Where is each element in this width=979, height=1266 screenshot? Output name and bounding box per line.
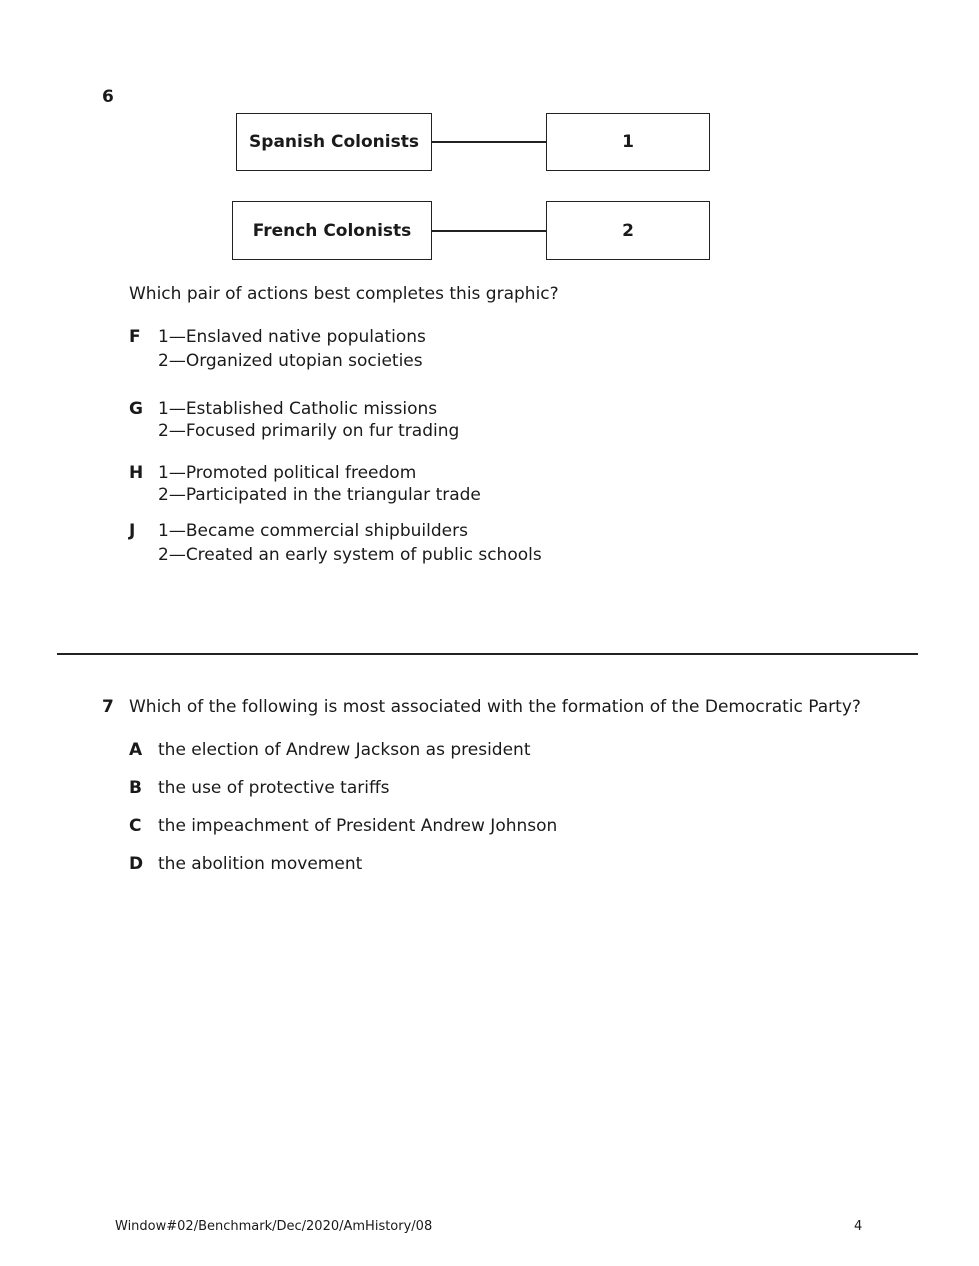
question-7-prompt: Which of the following is most associated with the formation of the Democratic Party? [129, 697, 861, 717]
blank-box-1 [546, 113, 710, 171]
option-text: the use of protective tariffs [158, 778, 390, 798]
diagram-label: French Colonists [252, 220, 412, 241]
option-letter: D [129, 854, 144, 874]
option-letter: H [129, 463, 144, 483]
french-colonists-box [232, 201, 432, 260]
question-divider [57, 653, 918, 655]
option-line-2: 2—Organized utopian societies [158, 351, 423, 371]
blank-number: 2 [622, 220, 634, 241]
blank-number: 1 [622, 132, 634, 152]
option-letter: J [129, 521, 136, 541]
option-line-1: 1—Became commercial shipbuilders [158, 521, 468, 541]
footer-code: Window#02/Benchmark/Dec/2020/AmHistory/08 [115, 1219, 433, 1234]
diagram-label: Spanish Colonists [249, 132, 419, 152]
question-7-number: 7 [102, 697, 114, 717]
blank-box-2 [546, 201, 710, 260]
option-text: the abolition movement [158, 854, 363, 874]
option-text: the election of Andrew Jackson as president [158, 740, 531, 760]
option-letter: A [129, 740, 143, 760]
option-letter: F [129, 327, 141, 347]
option-line-2: 2—Participated in the triangular trade [158, 485, 481, 505]
page-number: 4 [854, 1219, 863, 1234]
option-text: the impeachment of President Andrew Johnson [158, 816, 558, 836]
option-line-1: 1—Established Catholic missions [158, 399, 438, 419]
connector-line [431, 141, 546, 143]
spanish-colonists-box [236, 113, 432, 171]
option-line-2: 2—Focused primarily on fur trading [158, 421, 460, 441]
option-letter: B [129, 778, 142, 798]
option-line-1: 1—Promoted political freedom [158, 463, 417, 483]
option-letter: C [129, 816, 142, 836]
option-line-2: 2—Created an early system of public schools [158, 545, 542, 565]
option-letter: G [129, 399, 143, 419]
question-6-number: 6 [102, 87, 114, 107]
connector-line [431, 230, 546, 232]
option-line-1: 1—Enslaved native populations [158, 327, 426, 347]
question-6-prompt: Which pair of actions best completes this graphic? [129, 284, 559, 304]
